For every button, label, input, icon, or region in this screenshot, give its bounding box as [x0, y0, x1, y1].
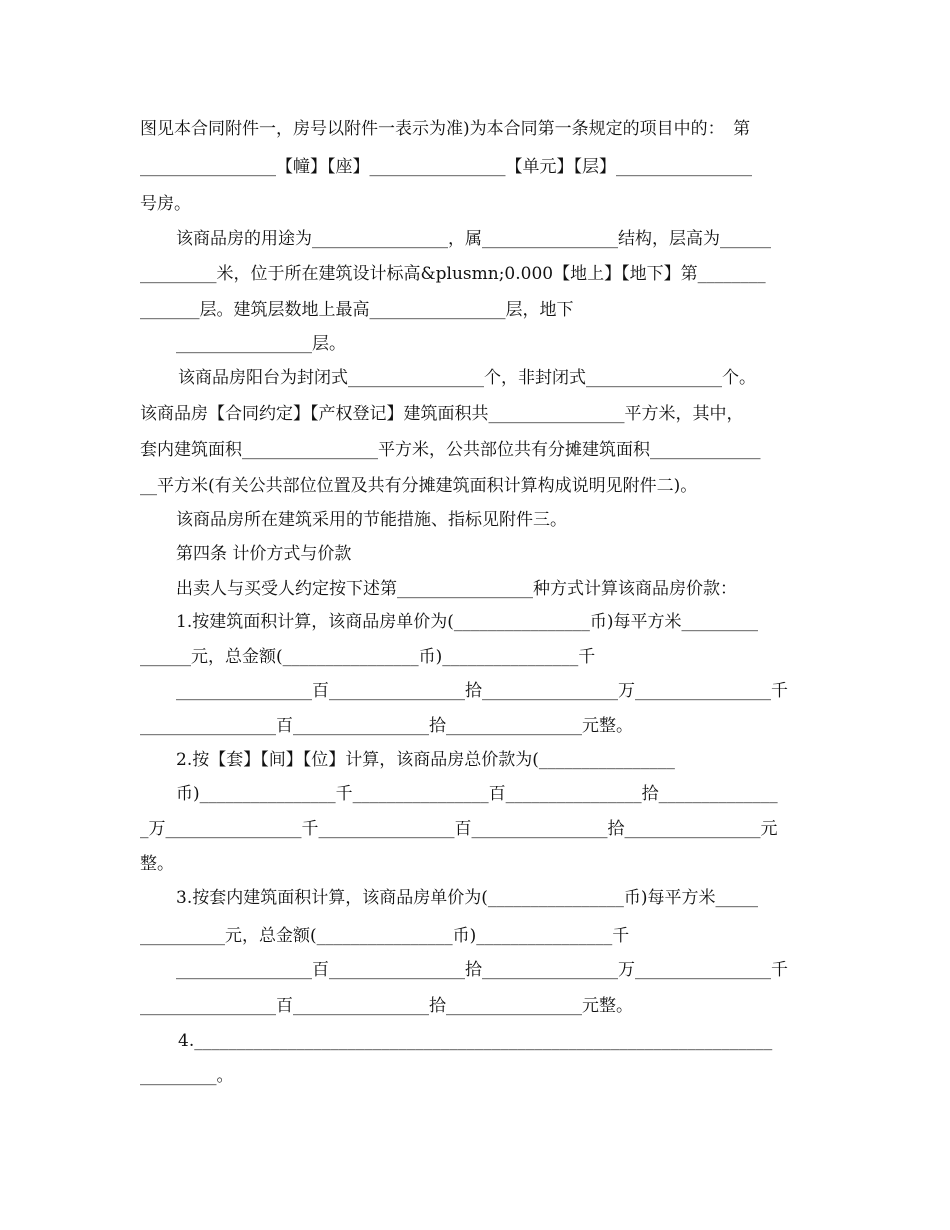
text-line: 套内建筑面积________________平方米，公共部位共有分摊建筑面积_____________ [140, 440, 761, 460]
text-line: ______元，总金额(________________币)________________千 [140, 647, 596, 667]
text-line: 币)________________千________________百________________拾______________ [176, 784, 778, 804]
text-line: 该商品房所在建筑采用的节能措施、指标见附件三。 [176, 510, 567, 530]
text-line: 1.按建筑面积计算，该商品房单价为(________________币)每平方米_________ [176, 612, 758, 632]
text-line: ________________百________________拾________________元整。 [140, 716, 633, 736]
text-line: 该商品房【合同约定】【产权登记】建筑面积共________________平方米，其中， [140, 404, 744, 424]
text-line: ________________百________________拾________________万________________千 [176, 681, 788, 701]
text-line: ________________【幢】【座】________________【单元】【层】________________ [140, 157, 752, 177]
section-heading: 第四条 计价方式与价款 [176, 544, 352, 564]
text-line: _________米，位于所在建筑设计标高&plusmn;0.000【地上】【地下】第________ [140, 264, 766, 284]
text-line: 号房。 [140, 194, 191, 214]
text-line: 3.按套内建筑面积计算，该商品房单价为(________________币)每平方米_____ [176, 888, 758, 908]
text-line: 2.按【套】【间】【位】计算，该商品房总价款为(________________ [176, 750, 675, 770]
text-line: __平方米(有关公共部位位置及共有分摊建筑面积计算构成说明见附件二)。 [140, 476, 698, 496]
text-line: 该商品房阳台为封闭式________________个，非封闭式________________个。 [178, 368, 756, 388]
text-line: 图见本合同附件一，房号以附件一表示为准)为本合同第一条规定的项目中的： 第 [140, 119, 751, 139]
text-line: _______层。建筑层数地上最高________________层，地下 [140, 300, 574, 320]
text-line: 该商品房的用途为________________，属________________结构，层高为______ [176, 229, 771, 249]
text-line: _________。 [140, 1066, 234, 1086]
text-line: __________元，总金额(________________币)________________千 [140, 926, 630, 946]
text-line: 4.____________________________________________________________________ [178, 1031, 773, 1051]
text-line: ________________百________________拾________________元整。 [140, 996, 633, 1016]
text-line: ________________百________________拾________________万________________千 [176, 960, 788, 980]
text-line: 出卖人与买受人约定按下述第________________种方式计算该商品房价款： [176, 579, 737, 599]
text-line: ________________层。 [176, 334, 346, 354]
text-line: _万________________千________________百________________拾________________元 [140, 819, 778, 839]
text-line: 整。 [140, 854, 174, 874]
